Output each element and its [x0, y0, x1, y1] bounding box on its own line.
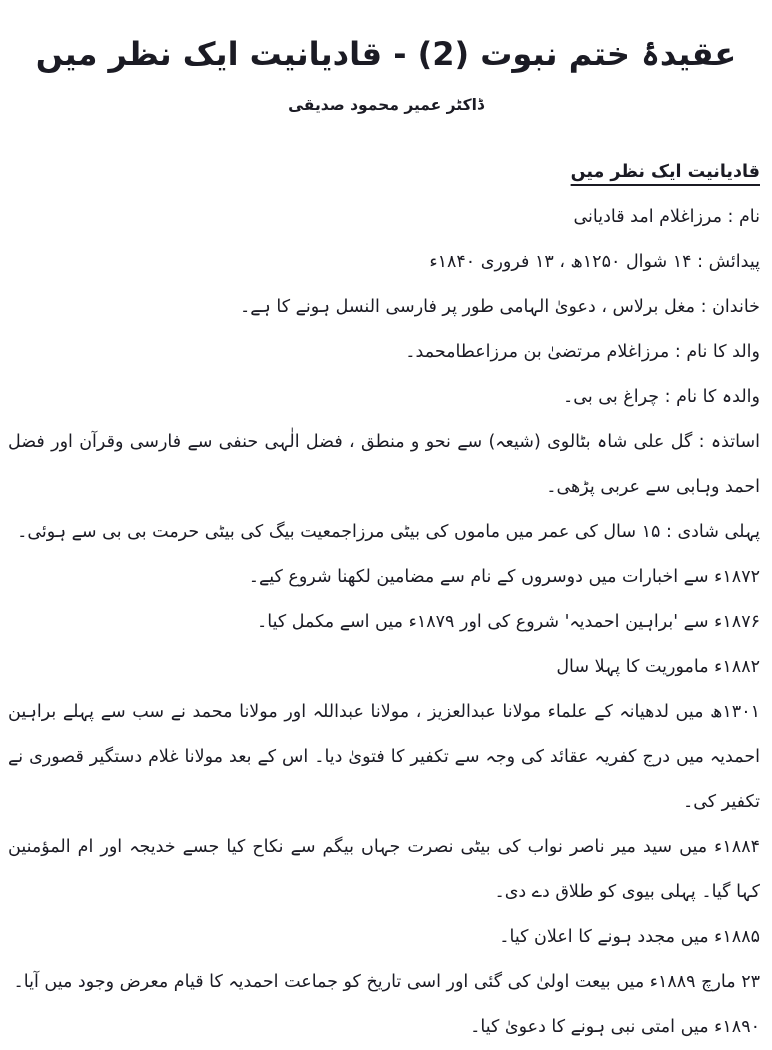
page-title: عقیدۂ ختم نبوت (2) - قادیانیت ایک نظر میں: [35, 35, 737, 73]
document-body: [0, 114, 772, 1050]
body-line-teachers: اساتذہ : گل علی شاہ بٹالوی (شیعہ) سے نحو و منطق ، فضل الٰہی حنفی سے فارسی وقرآن اور فضل احمد وہابی سے عربی پڑھی۔: [8, 431, 760, 497]
author-byline: ڈاکٹر عمیر محمود صدیقی: [288, 95, 484, 114]
body-line-1890: ۱۸۹۰ء میں امتی نبی ہونے کا دعویٰ کیا۔: [470, 1016, 760, 1037]
document-header: [0, 0, 772, 114]
section-heading: قادیانیت ایک نظر میں: [570, 161, 760, 182]
body-line-1876: ۱۸۷۶ء سے 'براہین احمدیہ' شروع کی اور ۱۸۷۹ء میں اسے مکمل کیا۔: [256, 611, 760, 632]
body-line-1885: ۱۸۸۵ء میں مجدد ہونے کا اعلان کیا۔: [499, 926, 760, 947]
body-line-1301h-takfir: ۱۳۰۱ھ میں لدھیانہ کے علماء مولانا عبدالعزیز ، مولانا عبداللہ اور مولانا محمد نے سب سے پہلے براہین احمدیہ میں درج کفریہ عقائد کی وجہ سے تکفیر کا فتویٰ دیا۔ اس کے بعد مولانا غلام دستگیر قصوری نے تکفیر کی۔: [8, 701, 760, 812]
body-line-first-marriage: پہلی شادی : ۱۵ سال کی عمر میں ماموں کی بیٹی مرزاجمعیت بیگ کی بیٹی حرمت بی بی سے ہوئی۔: [17, 521, 760, 542]
body-line-mother-name: والدہ کا نام : چراغ بی بی۔: [562, 386, 760, 407]
body-line-1884: ۱۸۸۴ء میں سید میر ناصر نواب کی بیٹی نصرت جہاں بیگم سے نکاح کیا جسے خدیجہ اور ام المؤمنین کہا گیا۔ پہلی بیوی کو طلاق دے دی۔: [8, 836, 760, 902]
body-line-name: نام : مرزاغلام امد قادیانی: [573, 206, 760, 227]
body-line-family: خاندان : مغل برلاس ، دعویٰ الہامی طور پر فارسی النسل ہونے کا ہے۔: [240, 296, 760, 317]
body-line-1889: ۲۳ مارچ ۱۸۸۹ء میں بیعت اولیٰ کی گئی اور اسی تاریخ کو جماعت احمدیہ کا قیام معرض وجود میں آیا۔: [13, 971, 760, 992]
body-line-1882: ۱۸۸۲ء ماموریت کا پہلا سال: [556, 656, 760, 677]
body-line-1872: ۱۸۷۲ء سے اخبارات میں دوسروں کے نام سے مضامین لکھنا شروع کیے۔: [248, 566, 760, 587]
body-line-father-name: والد کا نام : مرزاغلام مرتضیٰ بن مرزاعطامحمد۔: [405, 341, 760, 362]
body-line-birth: پیدائش : ۱۴ شوال ۱۲۵۰ھ ، ۱۳ فروری ۱۸۴۰ء: [429, 251, 760, 272]
